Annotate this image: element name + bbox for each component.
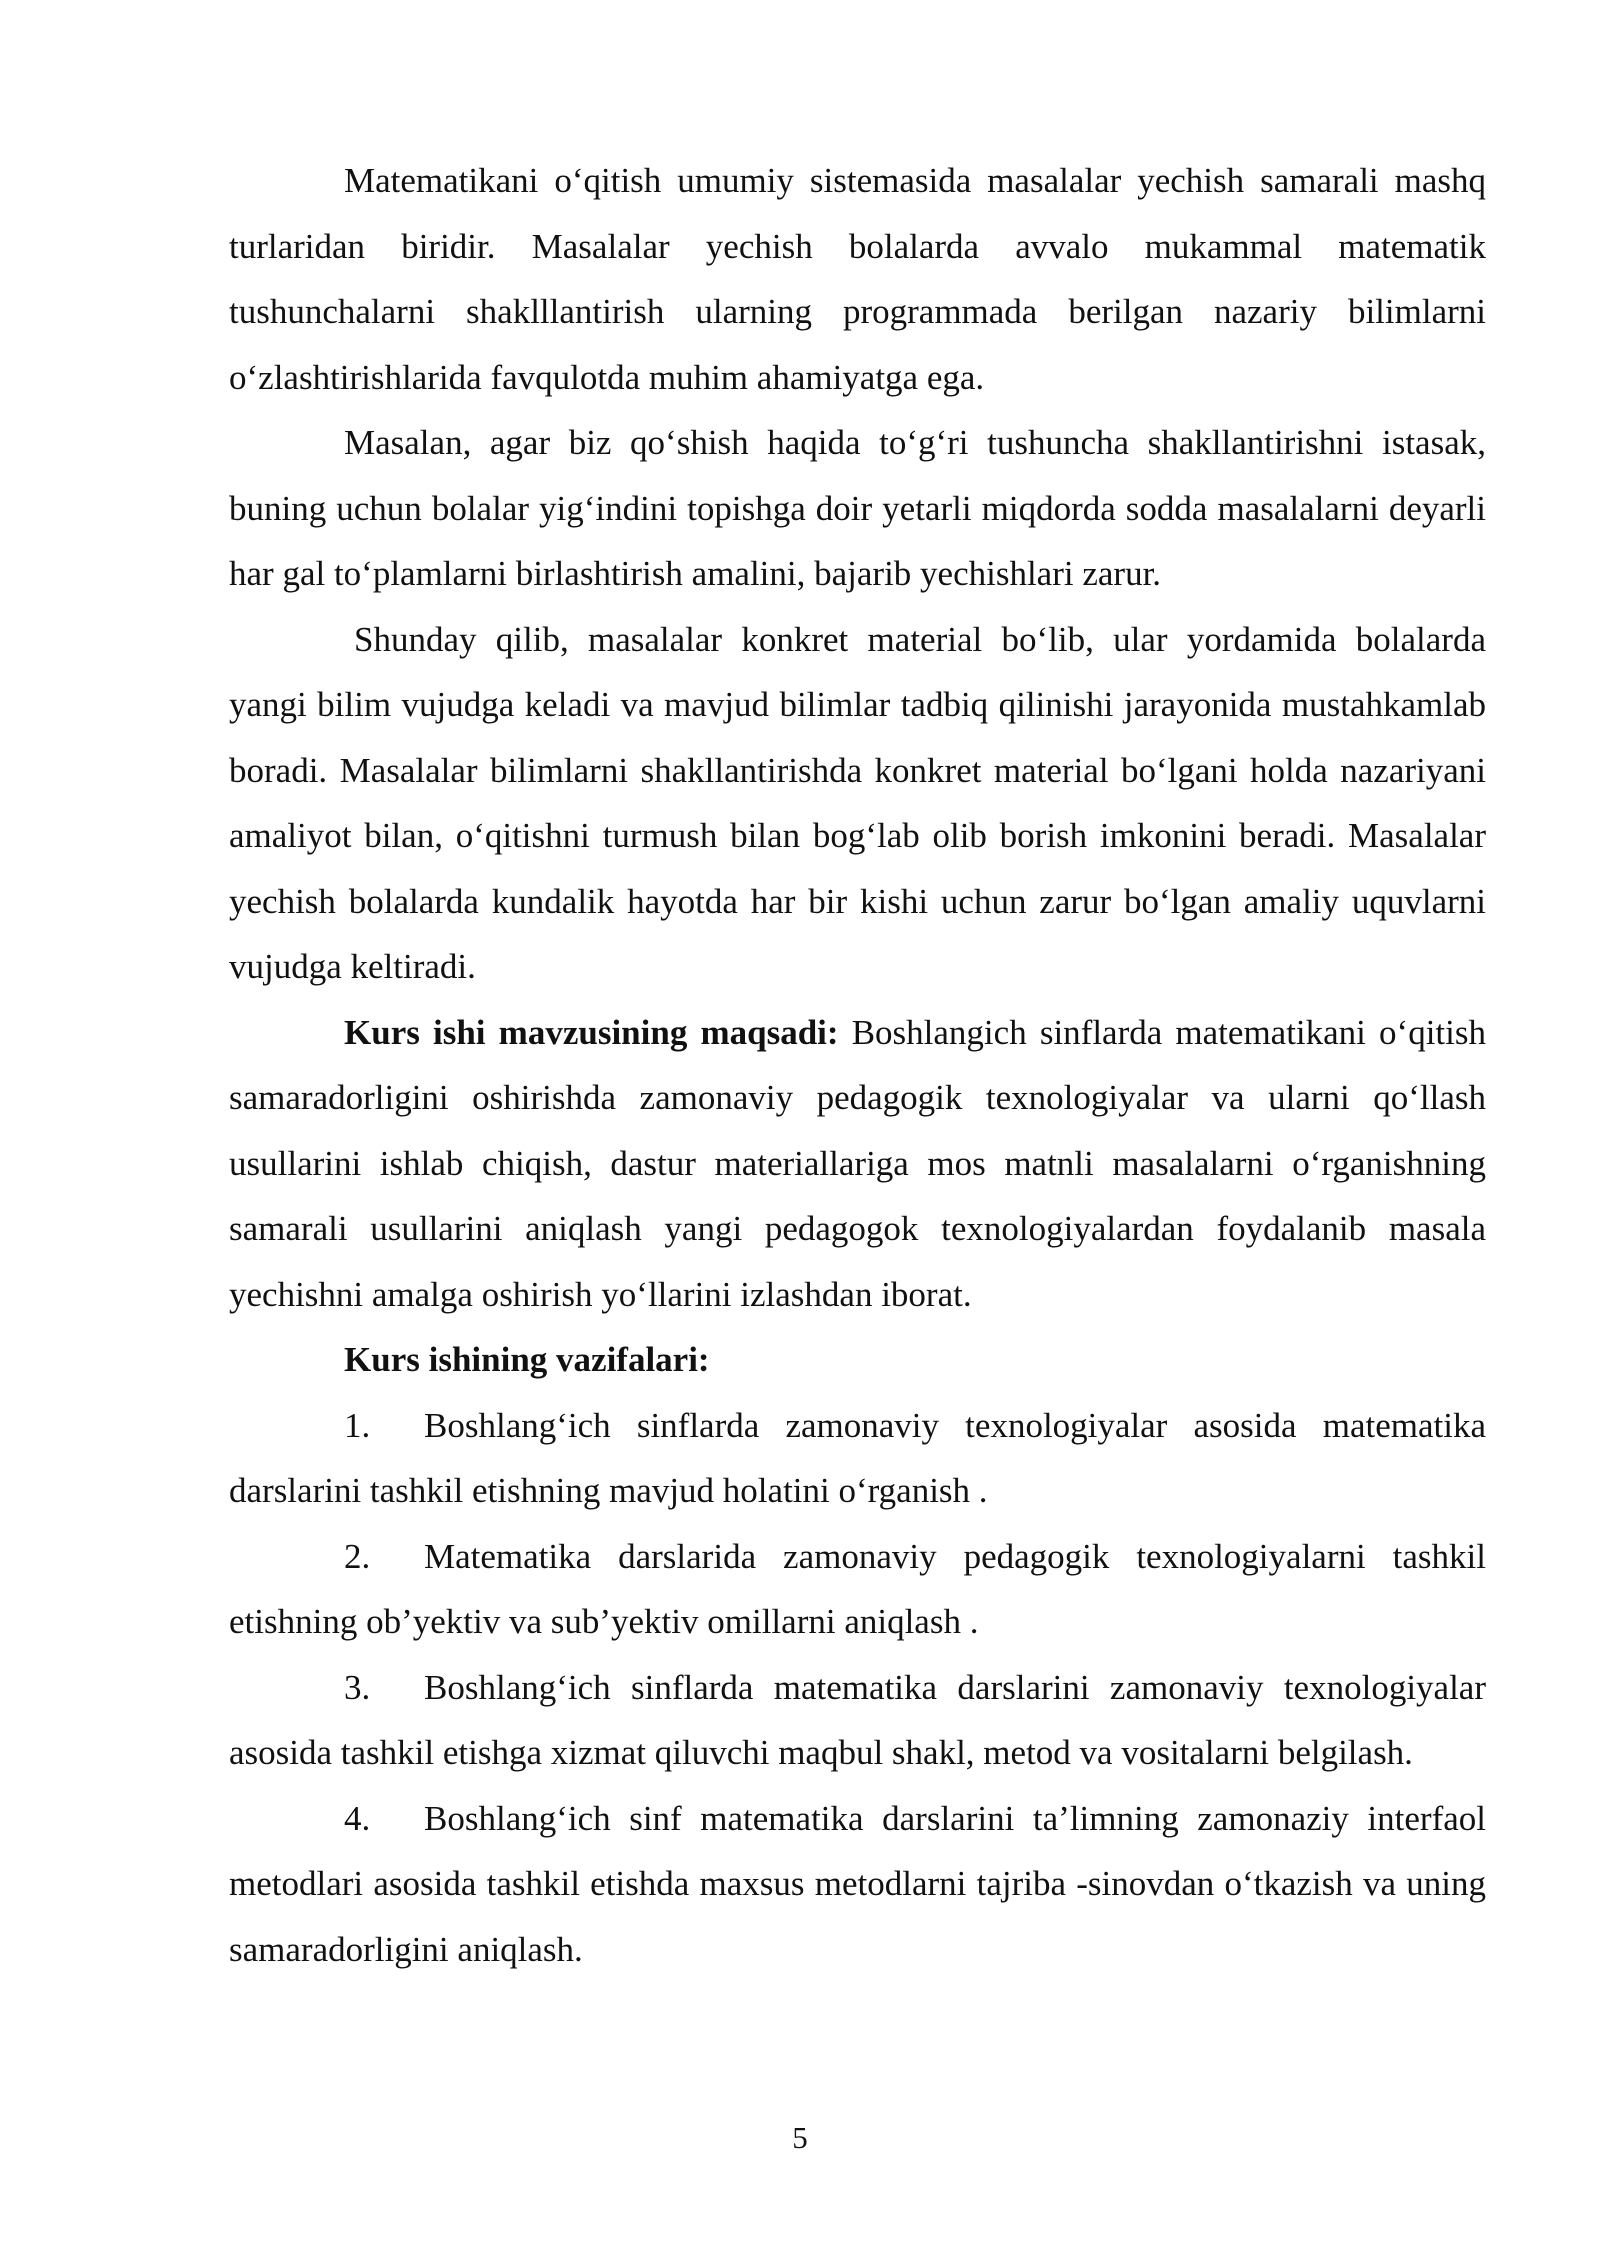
task-number: 1. bbox=[344, 1405, 371, 1445]
task-item-3 bbox=[229, 1655, 1486, 1786]
task-item-1 bbox=[229, 1393, 1486, 1524]
goal-text: Boshlangich sinflarda matematikani o‘qitish samaradorligini oshirishda zamonaviy pedagogik texnologiyalar va ularni qo‘llash usullarini ishlab chiqish, dastur materiallariga mos matnli masalalarni o‘rganishning samarali usullarini aniqlash yangi pedagogok texnologiyalardan foydalanib masala yechishni amalga oshirish yo‘llarini izlashdan iborat. bbox=[229, 1012, 1486, 1314]
paragraph-material: Shunday qilib, masalalar konkret material bo‘lib, ular yordamida bolalarda yangi bilim vujudga keladi va mavjud bilimlar tadbiq qilinishi jarayonida mustahkamlab boradi. Masalalar bilimlarni shakllantirishda konkret material bo‘lgani holda nazariyani amaliyot bilan, o‘qitishni turmush bilan bog‘lab olib borish imkonini beradi. Masalalar yechish bolalarda kundalik hayotda har bir kishi uchun zarur bo‘lgan amaliy uquvlarni vujudga keltiradi. bbox=[229, 619, 1486, 986]
task-number: 3. bbox=[344, 1667, 371, 1707]
task-item-4 bbox=[229, 1786, 1486, 1983]
task-text: Boshlang‘ich sinflarda zamonaviy texnologiyalar asosida matematika darslarini tashkil etishning mavjud holatini o‘rganish . bbox=[229, 1405, 1486, 1510]
task-text: Boshlang‘ich sinflarda matematika darslarini zamonaviy texnologiyalar asosida tashkil etishga xizmat qiluvchi maqbul shakl, metod va vositalarni belgilash. bbox=[229, 1667, 1486, 1772]
paragraph-intro: Matematikani o‘qitish umumiy sistemasida masalalar yechish samarali mashq turlaridan biridir. Masalalar yechish bolalarda avvalo mukammal matematik tushunchalarni shaklllantirish ularning programmada berilgan nazariy bilimlarni o‘zlashtirishlarida favqulotda muhim ahamiyatga ega. bbox=[229, 161, 1486, 397]
task-number: 4. bbox=[344, 1798, 371, 1838]
paragraph-goal bbox=[229, 1000, 1486, 1328]
page-number: 5 bbox=[792, 2120, 808, 2155]
task-text: Boshlang‘ich sinf matematika darslarini ta’limning zamonaziy interfaol metodlari asosida tashkil etishda maxsus metodlarni tajriba -sinovdan o‘tkazish va uning samaradorligini aniqlash. bbox=[229, 1798, 1486, 1969]
document-body bbox=[229, 148, 1486, 1982]
task-text: Matematika darslarida zamonaviy pedagogik texnologiyalarni tashkil etishning ob’yektiv va sub’yektiv omillarni aniqlash . bbox=[229, 1536, 1486, 1641]
goal-label: Kurs ishi mavzusining maqsadi: bbox=[344, 1012, 839, 1052]
task-item-2 bbox=[229, 1524, 1486, 1655]
paragraph-example: Masalan, agar biz qo‘shish haqida to‘g‘ri tushuncha shakllantirishni istasak, buning uchun bolalar yig‘indini topishga doir yetarli miqdorda sodda masalalarni deyarli har gal to‘plamlarni birlashtirish amalini, bajarib yechishlari zarur. bbox=[229, 423, 1486, 593]
task-number: 2. bbox=[344, 1536, 371, 1576]
tasks-heading: Kurs ishining vazifalari: bbox=[344, 1340, 710, 1379]
